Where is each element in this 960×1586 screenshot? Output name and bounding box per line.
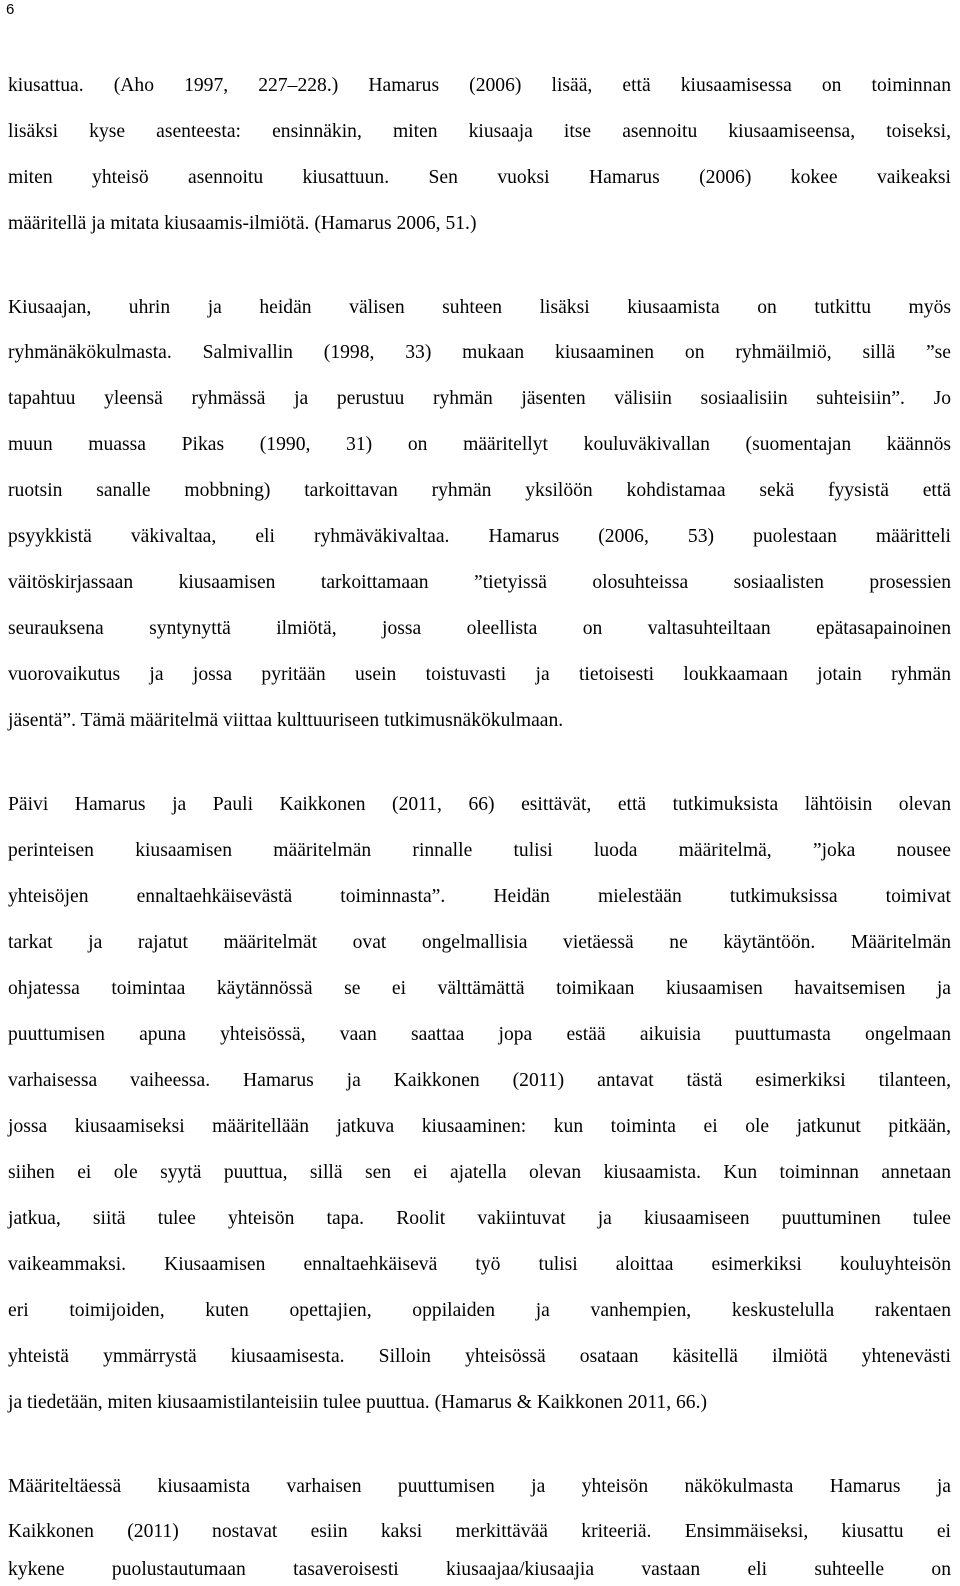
text-line: yhteistä ymmärrystä kiusaamisesta. Silloin yhteisössä osataan käsitellä ilmiötä yhtenevästi: [8, 1346, 951, 1367]
text-line: Kaikkonen (2011) nostavat esiin kaksi merkittävää kriteeriä. Ensimmäiseksi, kiusattu ei: [8, 1521, 951, 1542]
text-line: miten yhteisö asennoitu kiusattuun. Sen vuoksi Hamarus (2006) kokee vaikeaksi: [8, 167, 951, 188]
text-line: kiusattua. (Aho 1997, 227–228.) Hamarus (2006) lisää, että kiusaamisessa on toiminnan: [8, 75, 951, 96]
text-line: yhteisöjen ennaltaehkäisevästä toiminnasta”. Heidän mielestään tutkimuksissa toimivat: [8, 886, 951, 907]
text-line: psyykkistä väkivaltaa, eli ryhmäväkivaltaa. Hamarus (2006, 53) puolestaan määritteli: [8, 526, 951, 547]
text-line: tarkat ja rajatut määritelmät ovat ongelmallisia vietäessä ne käytäntöön. Määritelmän: [8, 932, 951, 953]
text-line: väitöskirjassaan kiusaamisen tarkoittamaan ”tietyissä olosuhteissa sosiaalisten prosessien: [8, 572, 951, 593]
text-line: vuorovaikutus ja jossa pyritään usein toistuvasti ja tietoisesti loukkaamaan jotain ryhmän: [8, 664, 951, 685]
text-line: eri toimijoiden, kuten opettajien, oppilaiden ja vanhempien, keskustelulla rakentaen: [8, 1300, 951, 1321]
text-line: vaikeammaksi. Kiusaamisen ennaltaehkäisevä työ tulisi aloittaa esimerkiksi kouluyhteisön: [8, 1254, 951, 1275]
text-line: jäsentä”. Tämä määritelmä viittaa kulttuuriseen tutkimusnäkökulmaan.: [8, 710, 564, 731]
text-line: seurauksena syntynyttä ilmiötä, jossa oleellista on valtasuhteiltaan epätasapainoinen: [8, 618, 951, 639]
text-line: määritellä ja mitata kiusaamis-ilmiötä. (Hamarus 2006, 51.): [8, 213, 477, 234]
text-line: jatkua, siitä tulee yhteisön tapa. Roolit vakiintuvat ja kiusaamiseen puuttuminen tulee: [8, 1208, 951, 1229]
text-line: tapahtuu yleensä ryhmässä ja perustuu ryhmän jäsenten välisiin sosiaalisiin suhteisiin”. Jo: [8, 388, 951, 409]
text-line: kykene puolustautumaan tasaveroisesti kiusaajaa/kiusaajia vastaan eli suhteelle on: [8, 1559, 951, 1580]
text-line: lisäksi kyse asenteesta: ensinnäkin, miten kiusaaja itse asennoitu kiusaamiseensa, toiseksi,: [8, 121, 951, 142]
page-number: 6: [6, 1, 15, 18]
text-line: ja tiedetään, miten kiusaamistilanteisiin tulee puuttua. (Hamarus & Kaikkonen 2011, 66.): [8, 1392, 708, 1413]
text-line: ruotsin sanalle mobbning) tarkoittavan ryhmän yksilöön kohdistamaa sekä fyysistä että: [8, 480, 951, 501]
text-line: Kiusaajan, uhrin ja heidän välisen suhteen lisäksi kiusaamista on tutkittu myös: [8, 297, 951, 318]
text-line: siihen ei ole syytä puuttua, sillä sen ei ajatella olevan kiusaamista. Kun toiminnan annetaan: [8, 1162, 951, 1183]
text-line: ohjatessa toimintaa käytännössä se ei välttämättä toimikaan kiusaamisen havaitsemisen ja: [8, 978, 951, 999]
text-line: Määriteltäessä kiusaamista varhaisen puuttumisen ja yhteisön näkökulmasta Hamarus ja: [8, 1476, 951, 1497]
text-line: muun muassa Pikas (1990, 31) on määritellyt kouluväkivallan (suomentajan käännös: [8, 434, 951, 455]
text-line: ryhmänäkökulmasta. Salmivallin (1998, 33) mukaan kiusaaminen on ryhmäilmiö, sillä ”se: [8, 342, 951, 363]
text-line: jossa kiusaamiseksi määritellään jatkuva kiusaaminen: kun toiminta ei ole jatkunut pitkään,: [8, 1116, 951, 1137]
text-line: Päivi Hamarus ja Pauli Kaikkonen (2011, 66) esittävät, että tutkimuksista lähtöisin olevan: [8, 794, 951, 815]
text-line: perinteisen kiusaamisen määritelmän rinnalle tulisi luoda määritelmä, ”joka nousee: [8, 840, 951, 861]
text-line: varhaisessa vaiheessa. Hamarus ja Kaikkonen (2011) antavat tästä esimerkiksi tilanteen,: [8, 1070, 951, 1091]
text-line: puuttumisen apuna yhteisössä, vaan saattaa jopa estää aikuisia puuttumasta ongelmaan: [8, 1024, 951, 1045]
